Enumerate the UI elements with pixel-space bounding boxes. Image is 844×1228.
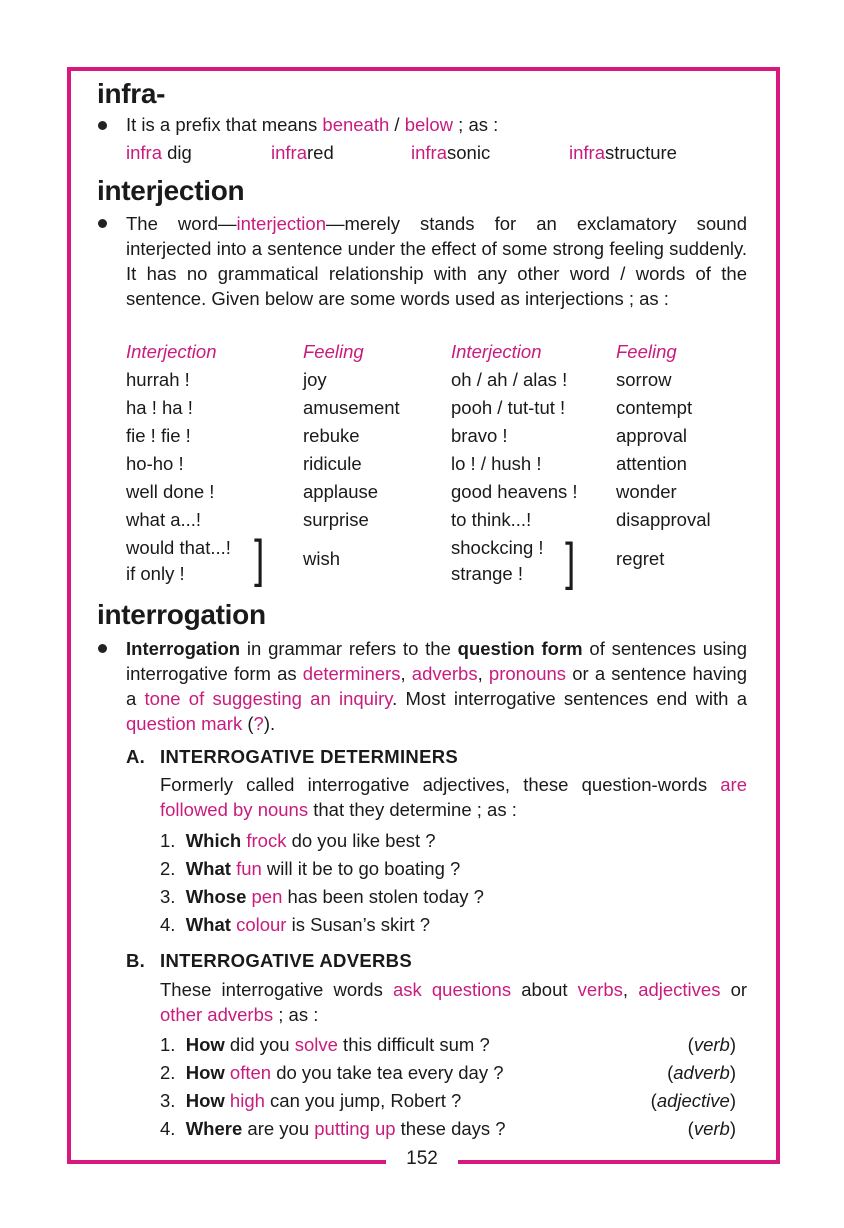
table-cell: what a...! [126, 509, 202, 530]
entry-heading-infra: infra- [97, 78, 166, 109]
table-cell: pooh / tut-tut ! [451, 397, 566, 418]
table-cell: ha ! ha ! [126, 397, 193, 418]
table-cell: well done ! [126, 481, 215, 502]
table-cell: attention [616, 453, 687, 474]
section-a-intro: Formerly called interrogative adjectives, these question-words are followed by nouns that they determine ; as : [160, 774, 747, 820]
example-item: 4. Where are you putting up these days ? [160, 1118, 506, 1139]
table-cell: approval [616, 425, 687, 446]
highlight-below: below [404, 114, 454, 135]
table-cell: fie ! fie ! [126, 425, 191, 446]
table-cell: surprise [303, 509, 369, 530]
example-item: 2. What fun will it be to go boating ? [160, 858, 461, 879]
infra-definition: It is a prefix that means beneath / below ; as : [126, 114, 499, 135]
table-cell: bravo ! [451, 425, 508, 446]
entry-heading-interrogation: interrogation [97, 599, 266, 630]
table-cell: sorrow [616, 369, 672, 390]
table-cell: disapproval [616, 509, 711, 530]
table-cell: to think...! [451, 509, 532, 530]
right-bracket-icon: ] [254, 530, 265, 588]
table-cell: would that...! [126, 537, 231, 558]
infra-example: infrasonic [411, 142, 491, 163]
infra-example: infrastructure [569, 142, 677, 163]
example-item: 3. How high can you jump, Robert ? [160, 1090, 462, 1111]
table-cell: if only ! [126, 563, 185, 584]
bullet-icon [98, 644, 107, 653]
page-number: 152 [406, 1148, 438, 1169]
table-cell: strange ! [451, 563, 523, 584]
bullet-icon [98, 121, 107, 130]
section-b-title: INTERROGATIVE ADVERBS [160, 950, 412, 971]
table-cell: wonder [616, 481, 677, 502]
example-item: 1. How did you solve this difficult sum ? [160, 1034, 490, 1055]
table-cell: amusement [303, 397, 400, 418]
table-cell: joy [303, 369, 327, 390]
table-cell: rebuke [303, 425, 360, 446]
table-cell: wish [303, 548, 341, 569]
table-cell: applause [303, 481, 379, 502]
table-cell: regret [616, 548, 665, 569]
right-bracket-icon: ] [565, 533, 576, 591]
table-header: Interjection [451, 341, 542, 362]
section-b-intro: These interrogative words ask questions about verbs, adjectives or other adverbs ; as : [160, 979, 748, 1025]
table-header: Feeling [303, 341, 364, 362]
table-cell: ridicule [303, 453, 362, 474]
section-a-title: INTERROGATIVE DETERMINERS [160, 746, 459, 767]
entry-heading-interjection: interjection [97, 175, 245, 206]
section-a-label: A. [126, 746, 146, 767]
table-cell: oh / ah / alas ! [451, 369, 568, 390]
infra-example: infrared [271, 142, 334, 163]
table-header: Feeling [616, 341, 677, 362]
table-cell: ho-ho ! [126, 453, 184, 474]
part-of-speech-tag: (verb) [687, 1118, 736, 1139]
bullet-icon [98, 219, 107, 228]
table-header: Interjection [126, 341, 217, 362]
table-cell: good heavens ! [451, 481, 578, 502]
table-cell: shockcing ! [451, 537, 544, 558]
table-cell: contempt [616, 397, 693, 418]
interjection-definition: The word—interjection—merely stands for an exclamatory sound interjected into a sentence under the effect of some strong feeling suddenly. It has no grammatical relationship with any other word / words of the sentence. Given below are some words used as interjections ; as : [126, 213, 747, 309]
section-b-label: B. [126, 950, 146, 971]
table-cell: hurrah ! [126, 369, 190, 390]
example-item: 3. Whose pen has been stolen today ? [160, 886, 484, 907]
example-item: 4. What colour is Susan’s skirt ? [160, 914, 431, 935]
example-item: 2. How often do you take tea every day ? [160, 1062, 504, 1083]
table-cell: lo ! / hush ! [451, 453, 542, 474]
part-of-speech-tag: (adjective) [650, 1090, 736, 1111]
part-of-speech-tag: (adverb) [667, 1062, 736, 1083]
part-of-speech-tag: (verb) [687, 1034, 736, 1055]
infra-example: infra dig [126, 142, 192, 163]
highlight-beneath: beneath [322, 114, 390, 135]
interrogation-definition: Interrogation in grammar refers to the question form of sentences using interrogative form as determiners, adverbs, pronouns or a sentence having a tone of suggesting an inquiry. Most interrogative sentences end with a question mark (?). [126, 638, 748, 734]
example-item: 1. Which frock do you like best ? [160, 830, 436, 851]
